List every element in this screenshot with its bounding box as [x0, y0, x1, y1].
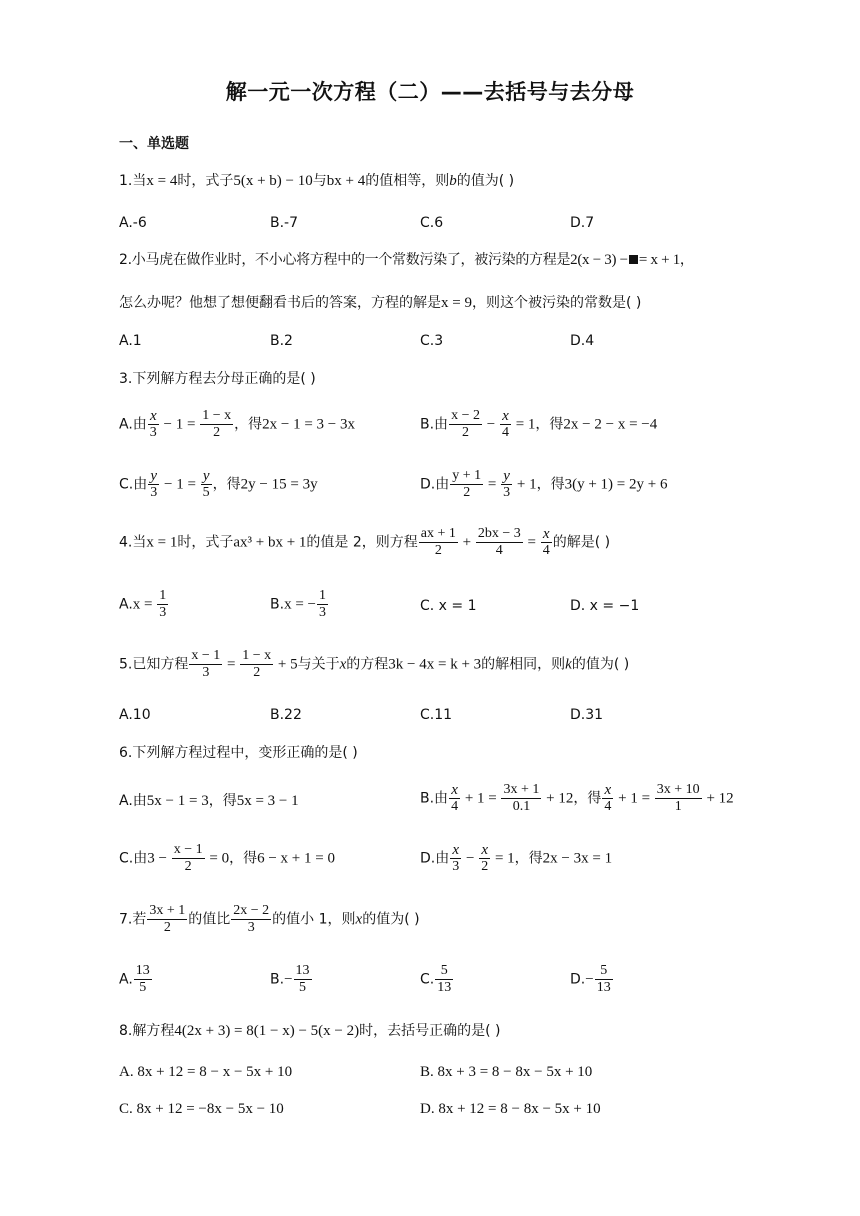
math-text: x: [339, 656, 347, 673]
q1-variable: b: [449, 173, 457, 189]
q5-option-d: D.31: [570, 707, 604, 723]
math-text: 与关于: [297, 656, 340, 673]
math-text: 3k − 4x = k + 3: [388, 656, 482, 673]
q2-text: ，则这个被污染的常数是( ): [471, 295, 642, 311]
fraction-numerator: x: [604, 782, 612, 798]
q1-condition: x = 4: [146, 173, 178, 189]
fraction-denominator: 2: [419, 542, 458, 559]
math-text: ，得: [536, 476, 565, 493]
fraction-denominator: 2: [172, 858, 205, 875]
math-text: 时，去括号正确的是( ): [359, 1023, 501, 1039]
fraction-numerator: 1: [159, 588, 167, 603]
math-text: + 1 =: [614, 790, 654, 807]
fraction-numerator: y: [202, 468, 210, 484]
fraction-denominator: 0.1: [501, 798, 541, 815]
fraction-numerator: 3x + 10: [656, 782, 700, 797]
ink-blot-icon: [629, 255, 638, 264]
math-text: 的值为( ): [571, 656, 630, 673]
math-text: −: [585, 971, 594, 988]
fraction-denominator: 3: [189, 664, 222, 681]
math-text: +: [458, 534, 475, 551]
fraction-denominator: 4: [451, 799, 459, 814]
q5-option-c: C.11: [420, 707, 453, 723]
q1-text: 与: [312, 173, 327, 189]
math-text: C.由: [119, 476, 148, 493]
question-3: 3.下列解方程去分母正确的是( ): [119, 371, 316, 387]
math-text: B.: [270, 971, 285, 988]
math-text: − 1 =: [159, 416, 200, 433]
math-text: −: [284, 971, 293, 988]
fraction: [200, 408, 233, 441]
q6-option-c: [119, 842, 335, 875]
math-text: 5x = 3 − 1: [236, 793, 299, 809]
fraction-numerator: x: [149, 408, 157, 424]
question-2: [119, 250, 694, 270]
math-text: =: [523, 534, 540, 551]
fraction: [602, 782, 613, 815]
math-text: 8.解方程: [119, 1023, 175, 1039]
q4-option-a: [119, 588, 169, 621]
math-text: B.由: [420, 416, 449, 433]
q2-option-c: C.3: [420, 333, 444, 349]
q3-option-c: [119, 468, 318, 501]
fraction: [501, 468, 512, 501]
math-text: −: [482, 416, 499, 433]
fraction: [189, 648, 222, 681]
math-text: 的解是( ): [552, 534, 611, 551]
q3-option-a: [119, 408, 355, 441]
math-text: ，得: [573, 790, 602, 807]
q1-option-d: D.7: [570, 215, 595, 231]
math-text: 时，式子: [177, 534, 234, 551]
question-2-line-2: [119, 293, 641, 313]
fraction: [450, 468, 483, 501]
fraction-numerator: x: [502, 408, 509, 424]
fraction: [450, 842, 461, 875]
math-text: A.: [119, 971, 133, 988]
fraction-denominator: 4: [476, 542, 523, 559]
fraction-denominator: 2: [481, 859, 489, 874]
fraction-numerator: y: [150, 468, 158, 484]
fraction-denominator: 4: [604, 799, 612, 814]
fraction-numerator: x − 1: [173, 842, 203, 857]
fraction-numerator: 13: [135, 963, 150, 978]
fraction-denominator: 13: [437, 980, 452, 995]
fraction: [655, 782, 702, 815]
math-text: ，得: [535, 416, 564, 433]
fraction: [500, 408, 511, 441]
math-text: 2x − 2 − x = −4: [563, 416, 658, 433]
math-text: ，得: [208, 793, 237, 809]
math-text: 2x − 3x = 1: [542, 850, 613, 867]
fraction-denominator: 2: [240, 664, 273, 681]
q1-text: 时，式子: [177, 173, 234, 189]
fraction: [148, 468, 159, 501]
math-text: x: [355, 911, 363, 928]
fraction: [147, 903, 187, 936]
math-text: + 12: [702, 790, 734, 807]
fraction-denominator: 5: [294, 979, 312, 996]
math-text: ax³ + bx + 1: [233, 534, 307, 551]
page-title: 解一元一次方程（二）——去括号与去分母: [225, 80, 635, 104]
math-text: k: [565, 656, 572, 673]
q1-option-c: C.6: [420, 215, 444, 231]
fraction: [476, 526, 523, 559]
math-text: D.由: [420, 476, 450, 493]
math-text: =: [223, 656, 240, 673]
math-text: C.由: [119, 850, 148, 867]
fraction: [240, 648, 273, 681]
q6-option-a: [119, 791, 299, 811]
q2-text: ，: [679, 252, 694, 268]
math-text: D.由: [420, 850, 450, 867]
fraction-numerator: 13: [295, 963, 310, 978]
q3-option-b: [420, 408, 657, 441]
fraction-denominator: 2: [200, 424, 233, 441]
question-1: [119, 171, 514, 191]
q2-solution: x = 9: [441, 295, 472, 311]
math-text: 的方程: [346, 656, 389, 673]
q4-option-d: D. x = −1: [570, 598, 640, 614]
fraction-numerator: 2x − 2: [233, 903, 270, 918]
fraction-denominator: 4: [501, 425, 509, 440]
math-text: ，得: [234, 416, 263, 433]
q2-text: 怎么办呢？他想了想便翻看书后的答案，方程的解是: [119, 295, 441, 311]
math-text: 的值为( ): [362, 911, 420, 928]
math-text: + 1: [513, 476, 537, 493]
q4-option-b: [270, 588, 329, 621]
math-text: x = −: [284, 596, 316, 613]
fraction-numerator: 2bx − 3: [477, 526, 521, 541]
math-text: = 0: [205, 850, 230, 867]
math-text: A.: [119, 596, 133, 613]
math-text: 2x − 1 = 3 − 3x: [262, 416, 355, 433]
q1-option-a: A.-6: [119, 215, 147, 231]
math-text: + 1 =: [461, 790, 501, 807]
fraction: [231, 903, 271, 936]
fraction: [317, 588, 328, 621]
math-text: + 12: [542, 790, 574, 807]
math-text: ，得: [514, 850, 543, 867]
math-text: A.由: [119, 793, 147, 809]
math-text: 2y − 15 = 3y: [240, 476, 318, 493]
fraction: [449, 408, 482, 441]
math-text: =: [484, 476, 501, 493]
math-text: 7.若: [119, 911, 147, 928]
fraction-numerator: x: [542, 526, 550, 542]
math-text: 5.已知方程: [119, 656, 189, 673]
fraction-numerator: y + 1: [452, 468, 482, 483]
q2-text: 2.小马虎在做作业时，不小心将方程中的一个常数污染了，被污染的方程是: [119, 252, 571, 268]
question-8: [119, 1021, 501, 1041]
math-text: − 1 =: [160, 476, 200, 493]
fraction: [172, 842, 205, 875]
q7-option-b: [270, 963, 313, 996]
fraction: [479, 842, 490, 875]
fraction-numerator: y: [503, 468, 510, 484]
fraction: [501, 782, 541, 815]
fraction-numerator: x − 1: [191, 648, 221, 663]
fraction: [541, 526, 552, 559]
fraction-denominator: 3: [231, 919, 271, 936]
math-text: = 1: [511, 416, 536, 433]
q5-option-a: A.10: [119, 707, 151, 723]
math-text: C.: [420, 971, 435, 988]
q8-option-d: D. 8x + 12 = 8 − 8x − 5x + 10: [420, 1101, 601, 1117]
q1-text: 的值为( ): [456, 173, 515, 189]
q7-option-d: [570, 963, 614, 996]
question-6: 6.下列解方程过程中，变形正确的是( ): [119, 745, 358, 761]
math-text: 6 − x + 1 = 0: [257, 850, 335, 867]
fraction-denominator: 3: [318, 605, 326, 620]
q1-prefix: 1.当: [119, 173, 147, 189]
q4-option-c: C. x = 1: [420, 598, 477, 614]
q1-expression: bx + 4: [326, 173, 366, 189]
fraction-denominator: 5: [202, 485, 210, 500]
q8-option-b: B. 8x + 3 = 8 − 8x − 5x + 10: [420, 1064, 593, 1080]
fraction-numerator: x: [452, 842, 460, 858]
fraction-numerator: x: [451, 782, 458, 798]
fraction-numerator: 5: [440, 963, 448, 978]
fraction: [294, 963, 312, 996]
math-text: D.: [570, 971, 586, 988]
math-text: 3 −: [147, 850, 171, 867]
math-text: x = 1: [146, 534, 178, 551]
fraction-denominator: 1: [655, 798, 702, 815]
fraction-numerator: ax + 1: [420, 526, 456, 541]
math-text: 的值是 2，则方程: [306, 534, 418, 551]
q1-expression: 5(x + b) − 10: [233, 173, 313, 189]
fraction-denominator: 5: [134, 979, 152, 996]
math-text: B.: [270, 596, 285, 613]
fraction: [595, 963, 613, 996]
q2-option-a: A.1: [119, 333, 142, 349]
math-text: ，得: [229, 850, 258, 867]
fraction-numerator: 1 − x: [242, 648, 272, 663]
math-text: = 1: [491, 850, 515, 867]
fraction: [201, 468, 212, 501]
fraction-denominator: 3: [149, 425, 157, 440]
question-7: [119, 903, 420, 936]
math-text: 3(y + 1) = 2y + 6: [564, 476, 668, 493]
fraction-denominator: 4: [542, 543, 550, 558]
fraction-denominator: 2: [449, 424, 482, 441]
math-text: 的解相同，则: [481, 656, 566, 673]
fraction-numerator: x − 2: [451, 408, 480, 423]
q7-option-c: [420, 963, 454, 996]
q6-option-b: [420, 782, 734, 815]
fraction: [419, 526, 458, 559]
fraction-denominator: 3: [150, 485, 158, 500]
math-text: ，得: [212, 476, 241, 493]
fraction-denominator: 2: [450, 484, 483, 501]
fraction-numerator: 3x + 1: [503, 782, 540, 797]
math-text: B.由: [420, 790, 449, 807]
q1-text: 的值相等，则: [365, 173, 450, 189]
fraction-denominator: 3: [452, 859, 460, 874]
section-heading: 一、单选题: [119, 136, 189, 152]
q8-option-c: C. 8x + 12 = −8x − 5x − 10: [119, 1101, 284, 1117]
fraction: [157, 588, 168, 621]
math-text: x =: [132, 596, 157, 613]
math-text: 4.当: [119, 534, 147, 551]
fraction: [134, 963, 152, 996]
fraction: [435, 963, 453, 996]
question-4: [119, 526, 610, 559]
q5-option-b: B.22: [270, 707, 302, 723]
fraction-denominator: 3: [503, 485, 511, 500]
fraction: [449, 782, 460, 815]
fraction-denominator: 3: [159, 605, 167, 620]
fraction-denominator: 13: [596, 980, 611, 995]
fraction-numerator: 3x + 1: [149, 903, 186, 918]
math-text: 5x − 1 = 3: [146, 793, 209, 809]
fraction: [148, 408, 159, 441]
q2-equation: = x + 1: [638, 252, 680, 268]
math-text: 的值小 1，则: [272, 911, 356, 928]
math-text: + 5: [274, 656, 298, 673]
q6-option-d: [420, 842, 612, 875]
q7-option-a: [119, 963, 153, 996]
fraction-numerator: 5: [600, 963, 608, 978]
q2-option-d: D.4: [570, 333, 595, 349]
math-text: 的值比: [188, 911, 231, 928]
fraction-numerator: 1: [318, 588, 326, 603]
fraction-denominator: 2: [147, 919, 187, 936]
math-text: −: [462, 850, 479, 867]
q2-equation: 2(x − 3) −: [570, 252, 628, 268]
fraction-numerator: x: [481, 842, 489, 858]
q8-option-a: A. 8x + 12 = 8 − x − 5x + 10: [119, 1064, 293, 1080]
question-5: [119, 648, 629, 681]
fraction-numerator: 1 − x: [202, 408, 232, 423]
q1-option-b: B.-7: [270, 215, 299, 231]
math-text: A.由: [119, 416, 147, 433]
math-text: 4(2x + 3) = 8(1 − x) − 5(x − 2): [174, 1023, 360, 1039]
q3-option-d: [420, 468, 667, 501]
q2-option-b: B.2: [270, 333, 293, 349]
